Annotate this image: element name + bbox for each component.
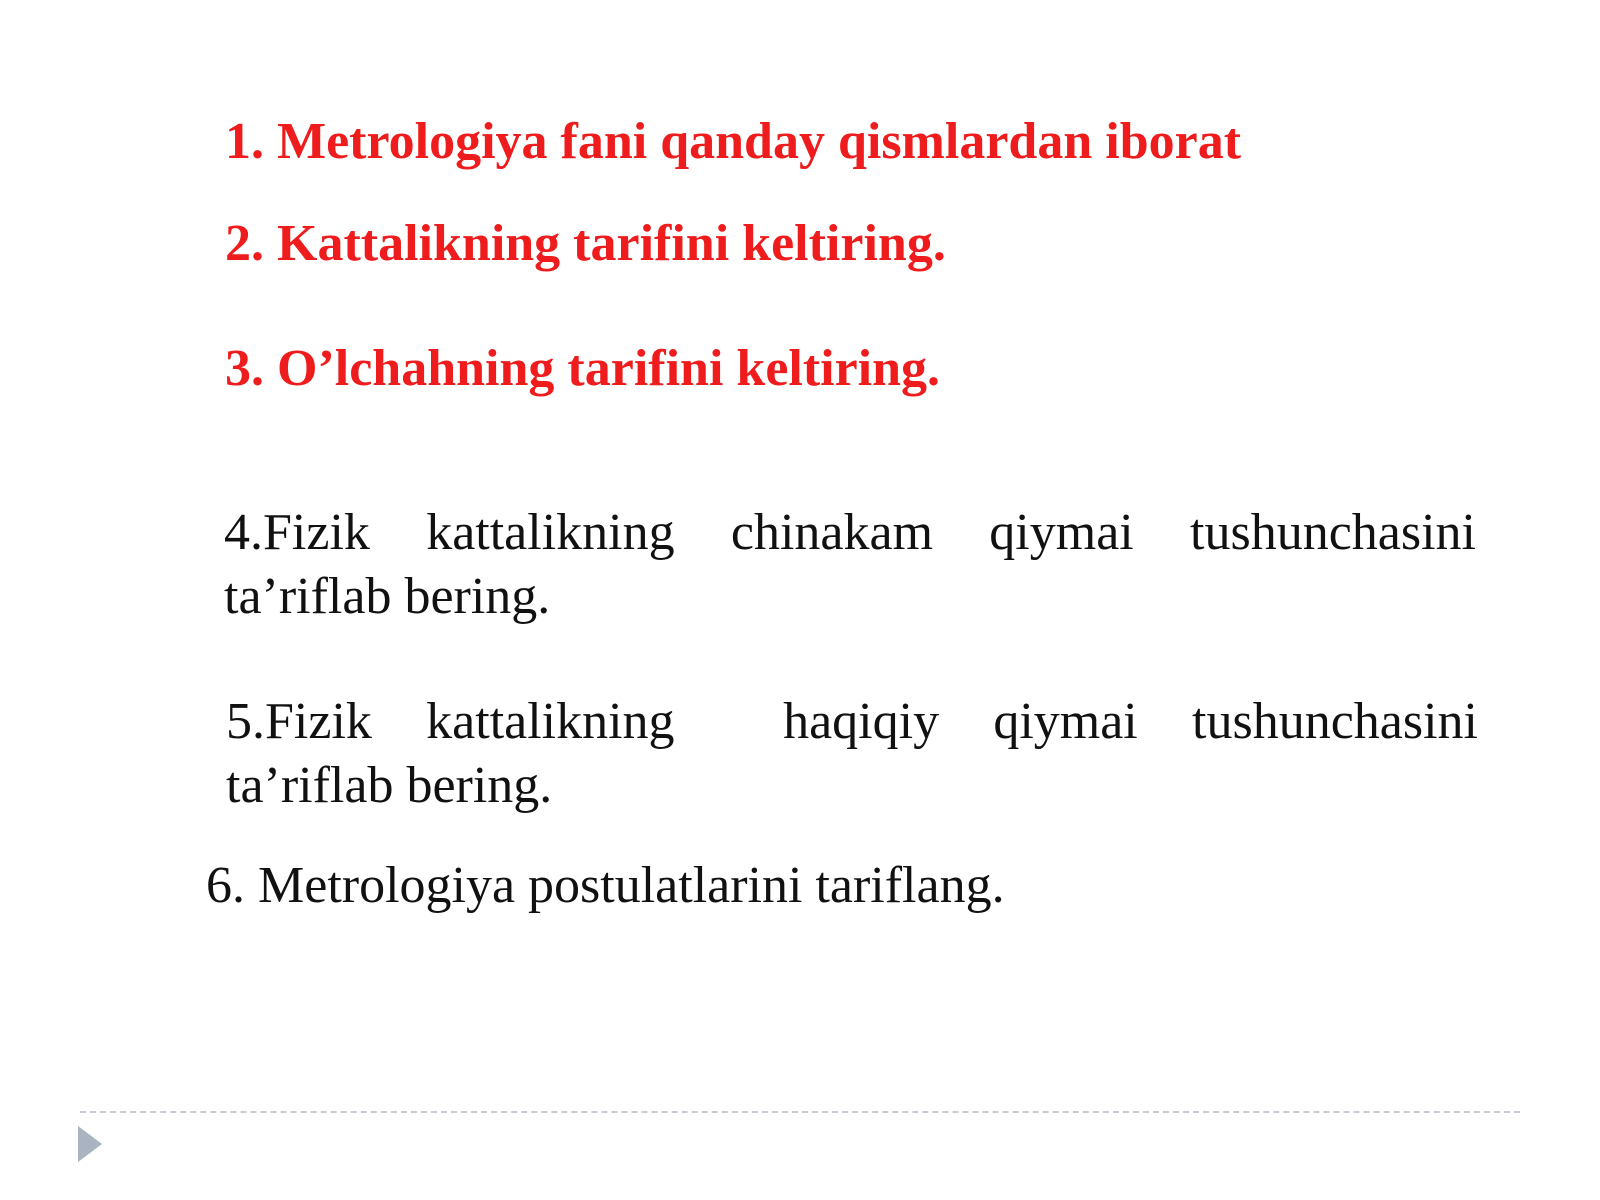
play-arrow-icon[interactable] [78, 1126, 102, 1162]
question-5-line-1: 5.Fizik kattalikning haqiqiy qiymai tushunchasini [226, 693, 1478, 750]
question-5-line-2: ta’riflab bering. [226, 757, 553, 814]
question-2: 2. Kattalikning tarifini keltiring. [225, 215, 946, 272]
question-1: 1. Metrologiya fani qanday qismlardan iborat [225, 113, 1242, 170]
question-4-line-2: ta’riflab bering. [224, 568, 551, 625]
question-6: 6. Metrologiya postulatlarini tariflang. [206, 857, 1005, 914]
footer-divider [80, 1111, 1520, 1113]
question-4-line-1: 4.Fizik kattalikning chinakam qiymai tushunchasini [224, 504, 1476, 561]
question-4 [224, 501, 1476, 629]
question-5 [226, 690, 1478, 818]
question-3: 3. O’lchahning tarifini keltiring. [225, 340, 941, 397]
